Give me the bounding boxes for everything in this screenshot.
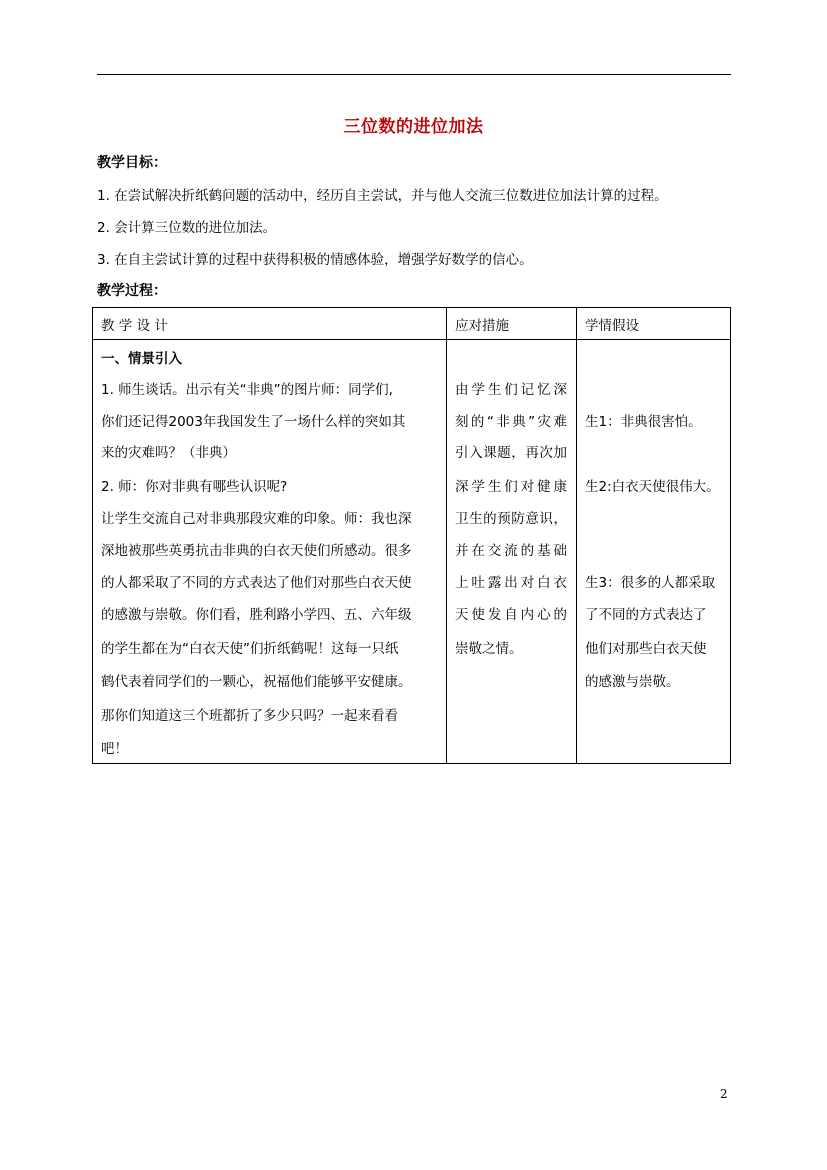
header-measures: 应对措施: [447, 308, 577, 340]
measure-line: 由学生们记忆深: [455, 382, 567, 398]
design-line: 鹤代表着同学们的一颗心，祝福他们能够平安健康。: [101, 674, 412, 690]
student-line: 的感激与崇敬。: [585, 674, 680, 690]
design-cell: [93, 340, 447, 764]
measure-line: 引入课题，再次加: [455, 445, 567, 461]
design-line: 2. 师：你对非典有哪些认识呢?: [101, 479, 288, 495]
table-row: [93, 340, 731, 764]
design-line: 来的灾难吗？（非典）: [101, 445, 236, 461]
measure-line: 并在交流的基础: [455, 543, 567, 559]
student-line: 了不同的方式表达了: [585, 607, 707, 623]
measure-line: 卫生的预防意识，: [455, 511, 567, 527]
student-line: 生2:白衣天使很伟大。: [585, 479, 720, 495]
measure-line: 上吐露出对白衣: [455, 575, 567, 591]
design-line: 那你们知道这三个班都折了多少只吗？一起来看看: [101, 708, 398, 724]
design-line: 深地被那些英勇抗击非典的白衣天使们所感动。很多: [101, 543, 412, 559]
design-line: 你们还记得2003年我国发生了一场什么样的突如其: [101, 414, 406, 430]
measure-line: 崇敬之情。: [455, 641, 523, 657]
student-assumptions-cell: [577, 340, 731, 764]
measures-cell: [447, 340, 577, 764]
page-number: 2: [720, 1087, 728, 1101]
goal-item-2: 2. 会计算三位数的进位加法。: [97, 220, 277, 236]
design-line: 的人都采取了不同的方式表达了他们对那些白衣天使: [101, 575, 412, 591]
design-line: 的学生都在为“白衣天使”们折纸鹤呢！这每一只纸: [101, 641, 399, 657]
goal-item-1: 1. 在尝试解决折纸鹤问题的活动中，经历自主尝试，并与他人交流三位数进位加法计算的过程。: [97, 188, 668, 204]
measure-line: 天使发自内心的: [455, 607, 567, 623]
student-line: 他们对那些白衣天使: [585, 641, 707, 657]
measure-line: 深学生们对健康: [455, 479, 567, 495]
header-design: 教 学 设 计: [93, 308, 447, 340]
header-rule: [97, 74, 731, 75]
design-line: 1. 师生谈话。出示有关“非典”的图片师：同学们,: [101, 382, 393, 398]
student-line: 生3：很多的人都采取: [585, 575, 716, 591]
document-title: 三位数的进位加法: [343, 117, 484, 137]
table-header-row: [93, 308, 731, 340]
header-student-assumptions: 学情假设: [577, 308, 731, 340]
design-section-title: 一、情景引入: [101, 351, 182, 367]
process-heading: 教学过程：: [97, 283, 167, 299]
design-line: 的感激与崇敬。你们看，胜利路小学四、五、六年级: [101, 607, 412, 623]
goal-item-3: 3. 在自主尝试计算的过程中获得积极的情感体验，增强学好数学的信心。: [97, 252, 533, 268]
student-line: 生1：非典很害怕。: [585, 414, 702, 430]
measure-line: 刻的“非典”灾难: [455, 414, 567, 430]
design-line: 吧！: [101, 741, 128, 757]
goals-heading: 教学目标：: [97, 155, 167, 171]
design-line: 让学生交流自己对非典那段灾难的印象。师：我也深: [101, 511, 412, 527]
lesson-table: [92, 307, 731, 764]
